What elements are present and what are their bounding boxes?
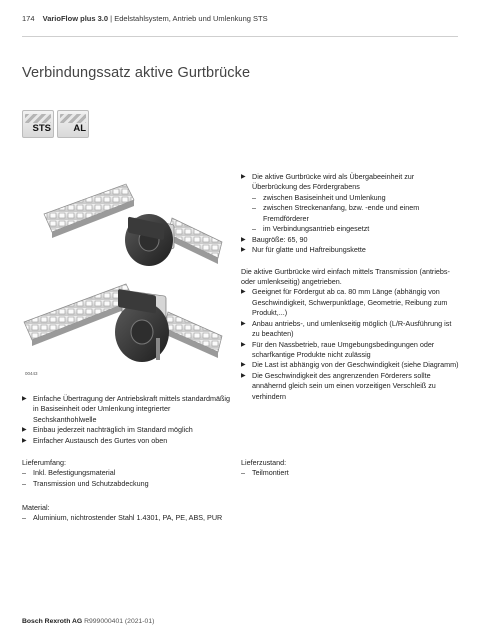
right-feature-list <box>241 287 459 402</box>
list-item: – Transmission und Schutzabdeckung <box>22 479 230 489</box>
list-item: ▶ Anbau antriebs-, und umlenkseitig möglich (L/R-Ausführung ist zu beachten) <box>241 319 459 340</box>
list-subitem: – zwischen Streckenanfang, bzw. -ende und einem Fremdförderer <box>241 203 459 224</box>
list-subitem: – zwischen Basiseinheit und Umlenkung <box>241 193 459 203</box>
page-footer <box>22 617 154 627</box>
list-item: ▶ Die Geschwindigkeit des angrenzenden Förderers sollte annähernd gleich sein um einen vorzeitigen Verschleiß zu verhindern <box>241 371 459 402</box>
list-item: ▶ Einfacher Austausch des Gurtes von oben <box>22 436 230 446</box>
list-item: ▶ Für den Nassbetrieb, raue Umgebungsbedingungen oder scharfkantige Produkte nicht zulässig <box>241 340 459 361</box>
al-badge <box>57 110 89 138</box>
header-subtitle: Edelstahlsystem, Antrieb und Umlenkung STS <box>114 14 268 23</box>
list-item: ▶ Nur für glatte und Haftreibungskette <box>241 245 459 255</box>
list-item: – Aluminium, nichtrostender Stahl 1.4301, PA, PE, ABS, PUR <box>22 513 230 523</box>
header-rule <box>22 36 458 37</box>
sts-badge <box>22 110 54 138</box>
lower-conveyor <box>24 284 222 362</box>
page-header <box>22 14 268 25</box>
delivery-condition <box>241 458 459 479</box>
right-column <box>241 172 459 402</box>
scope-list <box>22 468 230 489</box>
product-illustration <box>22 172 228 384</box>
list-item: ▶ Geeignet für Fördergut ab ca. 80 mm Länge (abhängig von Geschwindigkeit, Schwerpunktlage, Geometrie, Reibung zum Produkt,...) <box>241 287 459 318</box>
right-intro-list <box>241 172 459 256</box>
page-title: Verbindungssatz aktive Gurtbrücke <box>22 65 251 81</box>
list-item: ▶ Einbau jederzeit nachträglich im Standard möglich <box>22 425 230 435</box>
material-section <box>22 503 230 524</box>
page-number: 174 <box>22 14 35 23</box>
condition-list <box>241 468 459 478</box>
product-name: VarioFlow plus 3.0 <box>42 14 109 23</box>
left-feature-list <box>22 394 230 446</box>
scope-title: Lieferumfang: <box>22 458 66 467</box>
material-list <box>22 513 230 523</box>
header-separator: | <box>110 14 113 23</box>
image-code: 00443 <box>25 371 38 376</box>
condition-title: Lieferzustand: <box>241 458 287 467</box>
material-title: Material: <box>22 503 50 512</box>
drive-paragraph: Die aktive Gurtbrücke wird einfach mittels Transmission (antriebs- oder umlenkseitig) angetrieben. <box>241 266 450 286</box>
badge-label: AL <box>73 123 86 135</box>
list-item: ▶ Die Last ist abhängig von der Geschwindigkeit (siehe Diagramm) <box>241 360 459 370</box>
document-number: R999000401 (2021-01) <box>84 618 155 625</box>
list-item: ▶ Einfache Übertragung der Antriebskraft mittels standardmäßig in Basiseinheit oder Umlenkung integrierter Sechskanthohlwelle <box>22 394 230 425</box>
list-subitem: – im Verbindungsantrieb eingesetzt <box>241 224 459 234</box>
badge-label: STS <box>32 123 51 135</box>
list-item: ▶ Die aktive Gurtbrücke wird als Übergabeeinheit zur Überbrückung des Fördergrabens <box>241 172 459 193</box>
list-item: – Inkl. Befestigungsmaterial <box>22 468 230 478</box>
list-item: – Teilmontiert <box>241 468 459 478</box>
company-name: Bosch Rexroth AG <box>22 618 83 625</box>
scope-of-delivery <box>22 458 230 489</box>
list-item: ▶ Baugröße: 65, 90 <box>241 235 459 245</box>
upper-conveyor <box>44 184 222 266</box>
